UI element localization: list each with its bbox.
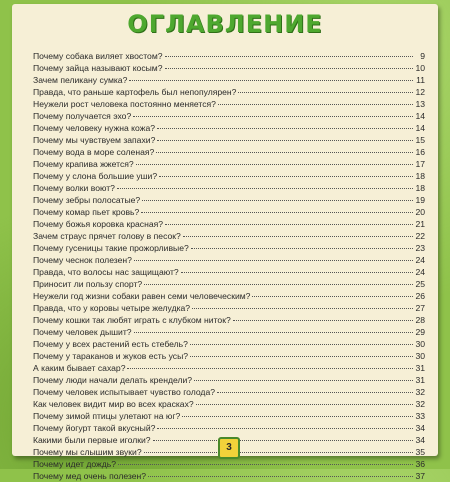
dot-leader: [117, 188, 413, 189]
toc-entry: [33, 422, 425, 434]
toc-entry-page: 32: [415, 399, 425, 409]
toc-entry-page: 13: [415, 99, 425, 109]
toc-entry-title: Приносит ли пользу спорт?: [33, 279, 143, 289]
toc-entry: [33, 230, 425, 242]
dot-leader: [118, 464, 413, 465]
toc-entry-page: 26: [415, 291, 425, 301]
dot-leader: [144, 452, 413, 453]
toc-entry-page: 24: [415, 255, 425, 265]
page-number-badge: 3: [218, 437, 240, 459]
toc-entry-title: Правда, что у коровы четыре желудка?: [33, 303, 191, 313]
toc-entry: [33, 122, 425, 134]
toc-entry-page: 31: [415, 375, 425, 385]
toc-entry-page: 33: [415, 411, 425, 421]
dot-leader: [136, 164, 413, 165]
toc-entry-title: Почему идет дождь?: [33, 459, 117, 469]
toc-entry-title: Почему зебры полосатые?: [33, 195, 141, 205]
dot-leader: [191, 248, 413, 249]
toc-entry-page: 23: [415, 243, 425, 253]
dot-leader: [157, 140, 413, 141]
toc-entry: [33, 326, 425, 338]
toc-entry-title: Правда, что раньше картофель был непопулярен?: [33, 87, 237, 97]
dot-leader: [153, 440, 413, 441]
toc-entry-title: Неужели год жизни собаки равен семи человеческим?: [33, 291, 251, 301]
dot-leader: [159, 176, 413, 177]
toc-entry-title: Почему божья коровка красная?: [33, 219, 164, 229]
toc-entry-title: Почему мы слышим звуки?: [33, 447, 142, 457]
toc-entry-page: 31: [415, 363, 425, 373]
toc-entry: [33, 278, 425, 290]
toc-entry-title: Почему зайца называют косым?: [33, 63, 163, 73]
toc-entry-page: 21: [415, 219, 425, 229]
toc-entry: [33, 86, 425, 98]
toc-entry: [33, 242, 425, 254]
toc-entry-title: Почему йогурт такой вкусный?: [33, 423, 156, 433]
toc-entry: [33, 290, 425, 302]
toc-entry: [33, 374, 425, 386]
toc-entry-page: 34: [415, 423, 425, 433]
toc-entry: [33, 398, 425, 410]
toc-entry: [33, 110, 425, 122]
toc-entry: [33, 170, 425, 182]
dot-leader: [165, 56, 413, 57]
toc-entry-page: 17: [415, 159, 425, 169]
dot-leader: [192, 308, 413, 309]
toc-entry-title: Почему собака виляет хвостом?: [33, 51, 163, 61]
toc-entry-title: Почему человеку нужна кожа?: [33, 123, 156, 133]
toc-entry-title: Почему зимой птицы улетают на юг?: [33, 411, 181, 421]
dot-leader: [133, 116, 413, 117]
toc-entry-page: 14: [415, 123, 425, 133]
toc-entry-page: 9: [420, 51, 425, 61]
dot-leader: [181, 272, 413, 273]
toc-entry-page: 18: [415, 171, 425, 181]
dot-leader: [144, 284, 413, 285]
toc-entry: [33, 182, 425, 194]
dot-leader: [238, 92, 413, 93]
book-page: [12, 4, 438, 481]
toc-entry-page: 11: [416, 75, 425, 85]
dot-leader: [142, 200, 413, 201]
dot-leader: [190, 344, 413, 345]
toc-entry: [33, 350, 425, 362]
toc-entry-page: 36: [415, 459, 425, 469]
dot-leader: [157, 428, 413, 429]
toc-entry-page: 29: [415, 327, 425, 337]
toc-entry-title: Почему вода в море соленая?: [33, 147, 155, 157]
toc-entry: [33, 50, 425, 62]
toc-entry-page: 32: [415, 387, 425, 397]
toc-entry: [33, 98, 425, 110]
dot-leader: [196, 404, 413, 405]
toc-entry: [33, 314, 425, 326]
toc-entry-title: Почему гусеницы такие прожорливые?: [33, 243, 189, 253]
toc-entry-page: 30: [415, 351, 425, 361]
toc-entry-title: Зачем пеликану сумка?: [33, 75, 128, 85]
toc-entry-page: 28: [415, 315, 425, 325]
toc-entry-page: 35: [415, 447, 425, 457]
toc-entry: [33, 194, 425, 206]
toc-entry-title: Почему мед очень полезен?: [33, 471, 147, 481]
toc-entry-page: 24: [415, 267, 425, 277]
toc-entry-title: Почему волки воют?: [33, 183, 115, 193]
table-of-contents: [33, 50, 425, 482]
toc-entry-page: 12: [415, 87, 425, 97]
toc-entry-page: 15: [415, 135, 425, 145]
dot-leader: [157, 128, 413, 129]
dot-leader: [129, 80, 413, 81]
toc-entry-title: Почему кошки так любят играть с клубком ниток?: [33, 315, 231, 325]
toc-entry-title: Почему у слона большие уши?: [33, 171, 158, 181]
dot-leader: [183, 236, 413, 237]
toc-entry-title: Как человек видит мир во всех красках?: [33, 399, 194, 409]
dot-leader: [148, 476, 413, 477]
dot-leader: [182, 416, 413, 417]
toc-entry-title: Почему у всех растений есть стебель?: [33, 339, 188, 349]
toc-entry-title: Почему крапива жжется?: [33, 159, 134, 169]
toc-entry: [33, 146, 425, 158]
toc-entry: [33, 470, 425, 482]
toc-entry-page: 18: [415, 183, 425, 193]
toc-entry: [33, 266, 425, 278]
dot-leader: [127, 368, 413, 369]
toc-entry-title: Почему у тараканов и жуков есть усы?: [33, 351, 189, 361]
page-title: ОГЛАВЛЕНИЕ: [127, 10, 323, 38]
toc-entry: [33, 302, 425, 314]
toc-entry: [33, 134, 425, 146]
toc-entry: [33, 254, 425, 266]
dot-leader: [134, 332, 413, 333]
dot-leader: [252, 296, 413, 297]
toc-entry: [33, 338, 425, 350]
toc-entry-title: Почему комар пьет кровь?: [33, 207, 140, 217]
dot-leader: [156, 152, 413, 153]
toc-entry-title: Почему получается эхо?: [33, 111, 132, 121]
toc-entry: [33, 158, 425, 170]
dot-leader: [134, 260, 413, 261]
toc-entry: [33, 458, 425, 470]
dot-leader: [165, 68, 414, 69]
toc-entry-title: А каким бывает сахар?: [33, 363, 126, 373]
toc-entry-page: 19: [415, 195, 425, 205]
toc-entry-title: Почему чеснок полезен?: [33, 255, 132, 265]
toc-entry-title: Правда, что волосы нас защищают?: [33, 267, 179, 277]
toc-entry: [33, 74, 425, 86]
toc-entry-page: 22: [415, 231, 425, 241]
dot-leader: [233, 320, 413, 321]
toc-entry-page: 20: [415, 207, 425, 217]
toc-entry-title: Почему человек испытывает чувство голода?: [33, 387, 215, 397]
dot-leader: [165, 224, 413, 225]
dot-leader: [217, 392, 413, 393]
dot-leader: [218, 104, 413, 105]
toc-entry-page: 25: [415, 279, 425, 289]
toc-entry-page: 14: [415, 111, 425, 121]
toc-entry-page: 27: [415, 303, 425, 313]
dot-leader: [190, 356, 413, 357]
toc-entry-title: Какими были первые иголки?: [33, 435, 151, 445]
toc-entry: [33, 218, 425, 230]
toc-entry: [33, 206, 425, 218]
toc-entry-title: Почему человек дышит?: [33, 327, 132, 337]
toc-entry-page: 34: [415, 435, 425, 445]
toc-entry: [33, 410, 425, 422]
toc-entry: [33, 62, 425, 74]
toc-entry-page: 30: [415, 339, 425, 349]
toc-entry-title: Почему люди начали делать крендели?: [33, 375, 193, 385]
toc-entry: [33, 362, 425, 374]
dot-leader: [194, 380, 413, 381]
toc-entry-page: 10: [415, 63, 425, 73]
toc-entry: [33, 386, 425, 398]
dot-leader: [141, 212, 413, 213]
toc-entry-title: Зачем страус прячет голову в песок?: [33, 231, 181, 241]
toc-entry-page: 16: [415, 147, 425, 157]
toc-entry-title: Неужели рост человека постоянно меняется?: [33, 99, 216, 109]
toc-entry-title: Почему мы чувствуем запахи?: [33, 135, 156, 145]
toc-entry-page: 37: [415, 471, 425, 481]
